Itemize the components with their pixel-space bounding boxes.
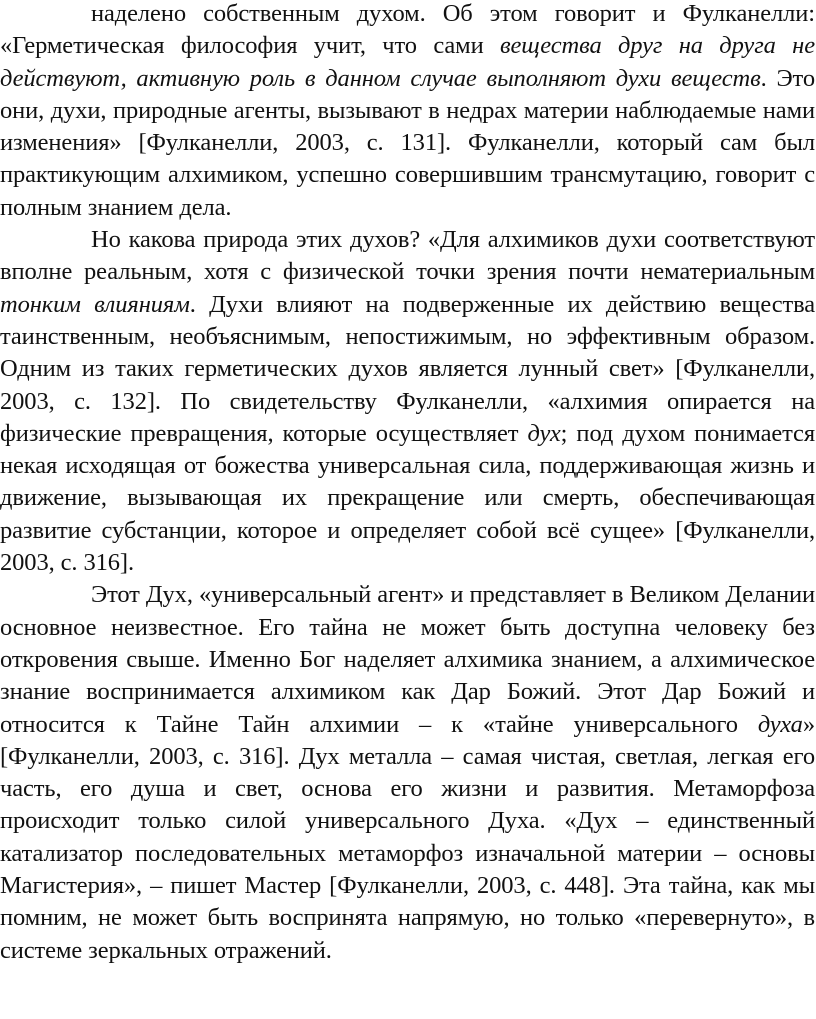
paragraph-1-text-1: наделено собственным духом. Об этом говорит и Фулканелли: «Герметическая философия учит, что сами [0, 0, 815, 60]
paragraph-2-text-2: . Духи влияют на подверженные их действию вещества таинственным, необъяснимым, непостижимым, но эффективным образом. Одним из таких герметических духов является лунный свет» [Фулканелли, 2003, с. 132]. По свидетельству Фулканелли, «алхимия опирается на физические превращения, которые осуществляет [0, 290, 815, 447]
paragraph-2 [0, 224, 815, 579]
paragraph-1-text-2: . Это они, духи, природные агенты, вызывают в недрах материи наблюдаемые нами изменения» [Фулканелли, 2003, с. 131]. Фулканелли, который сам был практикующим алхимиком, успешно совершившим трансмутацию, говорит с полным знанием дела. [0, 64, 815, 221]
paragraph-3-text-1: Этот Дух, «универсальный агент» и представляет в Великом Делании основное неизвестное. Его тайна не может быть доступна человеку без откровения свыше. Именно Бог наделяет алхимика знанием, а алхимическое знание воспринимается алхимиком как Дар Божий. Этот Дар Божий и относится к Тайне Тайн алхимии – к «тайне универсального [0, 581, 815, 738]
paragraph-2-text-3: ; под духом понимается некая исходящая от божества универсальная сила, поддерживающая жизнь и движение, вызывающая их прекращение или смерть, обеспечивающая развитие субстанции, которое и определяет собой всё сущее» [Фулканелли, 2003, с. 316]. [0, 419, 815, 577]
paragraph-3-italic-1: духа [757, 710, 803, 738]
paragraph-2-text-1: Но какова природа этих духов? «Для алхимиков духи соответствуют вполне реальным, хотя с физической точки зрения почти нематериальным [0, 226, 815, 286]
paragraph-3 [0, 579, 815, 967]
paragraph-2-italic-1: тонким влияниям [0, 290, 190, 318]
paragraph-2-italic-2: дух [527, 419, 561, 447]
paragraph-3-text-2: » [Фулканелли, 2003, с. 316]. Дух металла – самая чистая, светлая, легкая его часть, его душа и свет, основа его жизни и развития. Метаморфоза происходит только силой универсального Духа. «Дух – единственный катализатор последовательных метаморфоз изначальной материи – основы Магистерия», – пишет Мастер [Фулканелли, 2003, с. 448]. Эта тайна, как мы помним, не может быть воспринята напрямую, но только «перевернуто», в системе зеркальных отражений. [0, 710, 815, 964]
paragraph-1 [0, 0, 815, 224]
paragraph-1-italic-1: вещества друг на друга не действуют, активную роль в данном случае выполняют духи веществ [0, 32, 815, 92]
